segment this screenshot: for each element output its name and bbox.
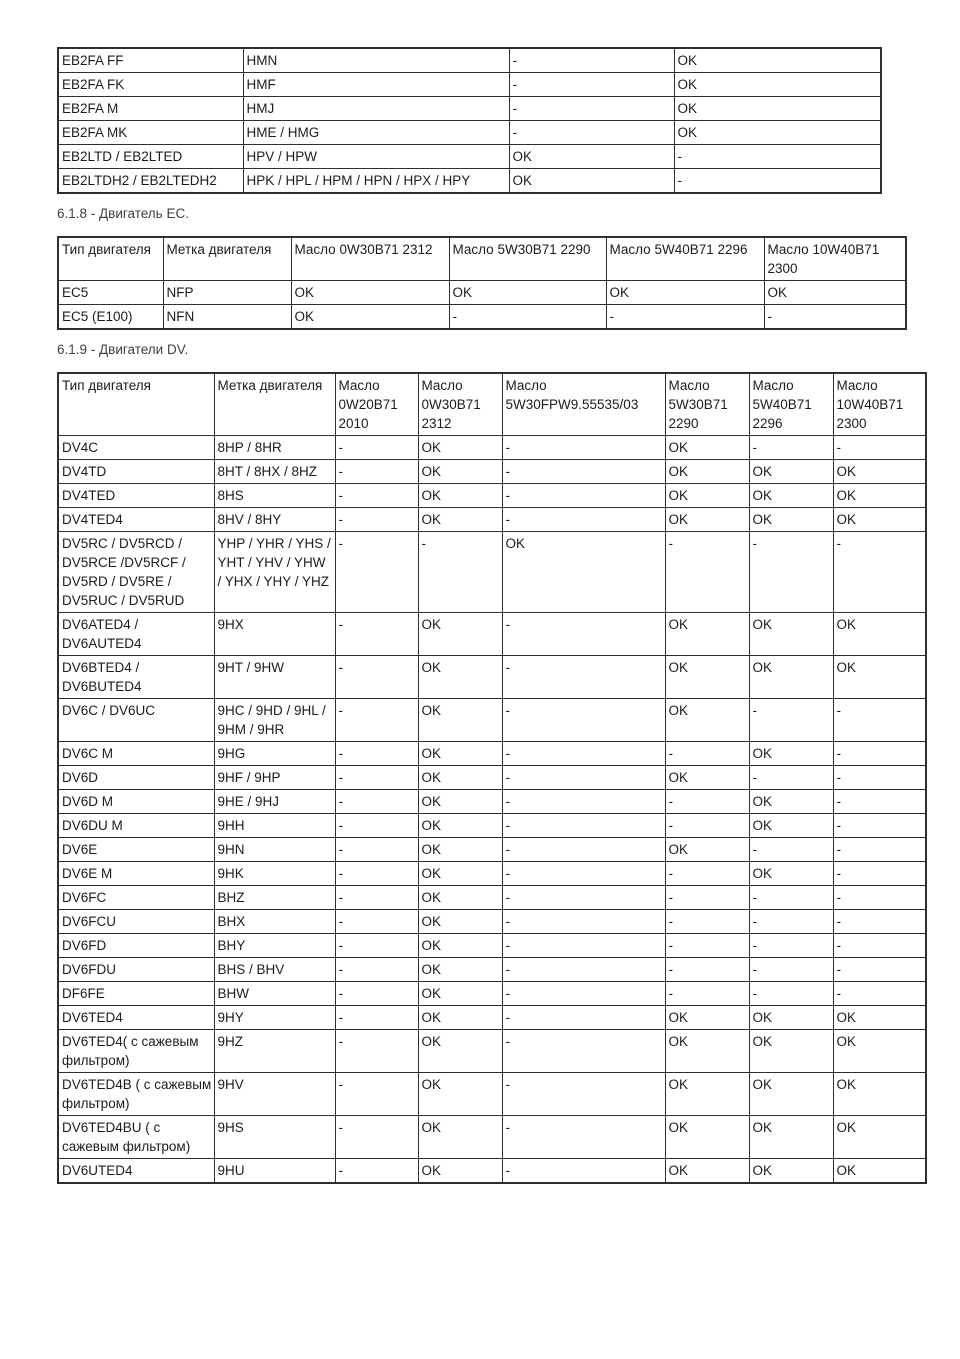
table-cell: OK (749, 508, 833, 532)
table-cell: - (749, 766, 833, 790)
table-cell: DV6C M (58, 742, 214, 766)
table-cell: - (335, 532, 418, 613)
table-row (58, 73, 881, 97)
table-cell: OK (418, 436, 502, 460)
table-cell: OK (418, 886, 502, 910)
table-cell: OK (418, 1159, 502, 1184)
table-cell: OK (509, 145, 674, 169)
table-cell: EB2FA MK (58, 121, 243, 145)
table-cell: - (502, 982, 665, 1006)
table-cell: OK (418, 982, 502, 1006)
table-cell: - (749, 910, 833, 934)
table-cell: - (833, 699, 926, 742)
table-cell: - (502, 1159, 665, 1184)
table-cell: - (665, 886, 749, 910)
table-cell: OK (665, 1116, 749, 1159)
table-cell: OK (418, 1116, 502, 1159)
table-cell: - (502, 838, 665, 862)
table-row (58, 742, 926, 766)
table-row (58, 1006, 926, 1030)
table-cell: HMF (243, 73, 509, 97)
table-cell: 8HT / 8HX / 8HZ (214, 460, 335, 484)
table-cell: - (335, 742, 418, 766)
table-row (58, 656, 926, 699)
table-row (58, 484, 926, 508)
table-cell: OK (418, 699, 502, 742)
table-cell: OK (833, 460, 926, 484)
table-header-row (58, 373, 926, 436)
table-cell: - (335, 766, 418, 790)
table-cell: YHP / YHR / YHS / YHT / YHV / YHW / YHX / YHY / YHZ (214, 532, 335, 613)
table-cell: OK (418, 742, 502, 766)
table-cell: - (833, 814, 926, 838)
table-cell: DV6BTED4 / DV6BUTED4 (58, 656, 214, 699)
table-cell: EC5 (58, 281, 163, 305)
table-cell: - (665, 742, 749, 766)
table-cell: 9HC / 9HD / 9HL / 9HM / 9HR (214, 699, 335, 742)
table-cell: - (502, 934, 665, 958)
table-cell: - (335, 656, 418, 699)
column-header: Масло 5W40B71 2296 (749, 373, 833, 436)
table-cell: OK (665, 766, 749, 790)
table-cell: 8HV / 8HY (214, 508, 335, 532)
table-cell: OK (665, 460, 749, 484)
table-cell: OK (833, 1116, 926, 1159)
table-cell: - (502, 1073, 665, 1116)
table-cell: - (749, 958, 833, 982)
table-row (58, 613, 926, 656)
table-cell: - (335, 838, 418, 862)
table-cell: - (335, 814, 418, 838)
table-cell: - (749, 532, 833, 613)
dv-engines-oil-table (57, 372, 927, 1184)
table-cell: - (833, 532, 926, 613)
table-cell: - (335, 910, 418, 934)
table-cell: - (749, 886, 833, 910)
column-header: Тип двигателя (58, 373, 214, 436)
table-cell: OK (749, 1159, 833, 1184)
table-cell: OK (833, 1006, 926, 1030)
table-row (58, 97, 881, 121)
table-row (58, 1159, 926, 1184)
table-row (58, 982, 926, 1006)
table-cell: - (502, 436, 665, 460)
table-cell: HPV / HPW (243, 145, 509, 169)
table-cell: - (502, 886, 665, 910)
table-row (58, 169, 881, 194)
table-cell: - (449, 305, 606, 330)
table-cell: HMJ (243, 97, 509, 121)
table-cell: EB2LTD / EB2LTED (58, 145, 243, 169)
table-cell: - (833, 790, 926, 814)
table-cell: - (833, 958, 926, 982)
table-row (58, 532, 926, 613)
table-cell: OK (833, 484, 926, 508)
table-cell: OK (749, 790, 833, 814)
table-cell: OK (418, 1073, 502, 1116)
column-header: Масло 5W30B71 2290 (665, 373, 749, 436)
table-cell: DV6C / DV6UC (58, 699, 214, 742)
section-heading-ec: 6.1.8 - Двигатель EC. (57, 206, 189, 221)
table-cell: OK (418, 910, 502, 934)
table-cell: - (665, 814, 749, 838)
table-cell: 9HE / 9HJ (214, 790, 335, 814)
table-cell: 9HZ (214, 1030, 335, 1073)
table-cell: - (833, 982, 926, 1006)
column-header: Масло 5W30B71 2290 (449, 237, 606, 281)
table-cell: DV6FCU (58, 910, 214, 934)
table-cell: - (833, 886, 926, 910)
table-cell: DV6ATED4 / DV6AUTED4 (58, 613, 214, 656)
table-cell: OK (418, 958, 502, 982)
table-cell: OK (418, 934, 502, 958)
table-cell: EB2LTDH2 / EB2LTEDH2 (58, 169, 243, 194)
table-cell: OK (665, 656, 749, 699)
table-cell: 9HT / 9HW (214, 656, 335, 699)
table-cell: DV6DU M (58, 814, 214, 838)
table-cell: - (674, 145, 881, 169)
table-cell: OK (749, 613, 833, 656)
table-cell: - (509, 48, 674, 73)
table-cell: OK (749, 1116, 833, 1159)
table-cell: - (665, 862, 749, 886)
table-cell: HME / HMG (243, 121, 509, 145)
column-header: Метка двигателя (163, 237, 291, 281)
table-cell: DV6FDU (58, 958, 214, 982)
table-cell: 9HS (214, 1116, 335, 1159)
table-cell: DV6TED4B ( с сажевым фильтром) (58, 1073, 214, 1116)
table-cell: OK (674, 73, 881, 97)
column-header: Масло 5W40B71 2296 (606, 237, 764, 281)
table-cell: - (335, 934, 418, 958)
table-cell: - (749, 699, 833, 742)
table-cell: DV6D (58, 766, 214, 790)
table-row (58, 838, 926, 862)
table-row (58, 460, 926, 484)
table-cell: OK (665, 1073, 749, 1116)
table-cell: - (335, 1159, 418, 1184)
table-cell: OK (606, 281, 764, 305)
table-cell: - (509, 73, 674, 97)
table-cell: 9HU (214, 1159, 335, 1184)
table-cell: OK (418, 814, 502, 838)
table-cell: - (749, 436, 833, 460)
column-header: Масло 10W40B71 2300 (833, 373, 926, 436)
table-cell: 8HP / 8HR (214, 436, 335, 460)
table-row (58, 699, 926, 742)
table-cell: - (502, 484, 665, 508)
table-cell: OK (833, 656, 926, 699)
table-cell: - (665, 790, 749, 814)
table-cell: - (833, 838, 926, 862)
table-cell: HMN (243, 48, 509, 73)
table-cell: OK (665, 436, 749, 460)
table-cell: - (335, 1030, 418, 1073)
table-cell: 9HG (214, 742, 335, 766)
table-cell: OK (833, 1030, 926, 1073)
table-cell: - (335, 1073, 418, 1116)
table-cell: 9HF / 9HP (214, 766, 335, 790)
table-row (58, 790, 926, 814)
table-cell: OK (833, 508, 926, 532)
table-cell: DV6TED4BU ( с сажевым фильтром) (58, 1116, 214, 1159)
table-cell: DV5RC / DV5RCD / DV5RCE /DV5RCF / DV5RD / DV5RE / DV5RUC / DV5RUD (58, 532, 214, 613)
table-cell: OK (418, 656, 502, 699)
column-header: Метка двигателя (214, 373, 335, 436)
table-cell: - (833, 742, 926, 766)
table-cell: 9HY (214, 1006, 335, 1030)
table-cell: OK (418, 460, 502, 484)
table-cell: DV6E (58, 838, 214, 862)
table-cell: OK (665, 613, 749, 656)
table-cell: - (335, 958, 418, 982)
table-cell: OK (833, 613, 926, 656)
table-row (58, 1073, 926, 1116)
table-cell: - (502, 1006, 665, 1030)
table-cell: OK (665, 484, 749, 508)
table-row (58, 886, 926, 910)
table-cell: - (502, 910, 665, 934)
table-cell: - (502, 460, 665, 484)
table-cell: - (509, 97, 674, 121)
table-cell: EB2FA FF (58, 48, 243, 73)
column-header: Масло 0W30B71 2312 (291, 237, 449, 281)
table-cell: DV6D M (58, 790, 214, 814)
table-cell: - (418, 532, 502, 613)
table-cell: BHX (214, 910, 335, 934)
table-row (58, 145, 881, 169)
table-cell: - (502, 814, 665, 838)
table-cell: - (335, 484, 418, 508)
table-cell: OK (749, 1030, 833, 1073)
table-cell: OK (749, 814, 833, 838)
table-cell: OK (749, 862, 833, 886)
table-cell: 8HS (214, 484, 335, 508)
table-row (58, 862, 926, 886)
table-cell: - (335, 508, 418, 532)
table-cell: OK (449, 281, 606, 305)
table-cell: - (335, 982, 418, 1006)
table-cell: - (502, 1030, 665, 1073)
table-cell: - (335, 613, 418, 656)
table-row (58, 814, 926, 838)
table-cell: OK (665, 699, 749, 742)
table-row (58, 934, 926, 958)
table-cell: EB2FA FK (58, 73, 243, 97)
table-cell: DV6FC (58, 886, 214, 910)
table-cell: DV6FD (58, 934, 214, 958)
table-cell: OK (418, 1030, 502, 1073)
table-row (58, 1116, 926, 1159)
table-cell: OK (674, 97, 881, 121)
table-cell: - (335, 862, 418, 886)
table-header-row (58, 237, 906, 281)
table-row (58, 766, 926, 790)
table-cell: 9HV (214, 1073, 335, 1116)
table-cell: - (502, 613, 665, 656)
table-cell: DV6E M (58, 862, 214, 886)
table-cell: 9HK (214, 862, 335, 886)
table-cell: - (509, 121, 674, 145)
table-cell: DV4C (58, 436, 214, 460)
table-row (58, 48, 881, 73)
table-cell: OK (418, 790, 502, 814)
table-cell: OK (749, 460, 833, 484)
table-cell: DV4TED (58, 484, 214, 508)
table-cell: - (502, 790, 665, 814)
table-row (58, 121, 881, 145)
table-cell: OK (418, 766, 502, 790)
table-cell: OK (291, 305, 449, 330)
table-cell: DV6UTED4 (58, 1159, 214, 1184)
table-cell: - (764, 305, 906, 330)
table-cell: OK (418, 1006, 502, 1030)
table-cell: EB2FA M (58, 97, 243, 121)
table-cell: - (665, 910, 749, 934)
table-cell: - (502, 958, 665, 982)
table-row (58, 910, 926, 934)
table-cell: - (665, 982, 749, 1006)
table-cell: EC5 (E100) (58, 305, 163, 330)
eb2-engines-oil-table (57, 47, 882, 194)
table-cell: OK (764, 281, 906, 305)
table-cell: BHY (214, 934, 335, 958)
table-cell: - (749, 982, 833, 1006)
table-cell: NFN (163, 305, 291, 330)
table-cell: - (606, 305, 764, 330)
table-cell: DV6TED4( с сажевым фильтром) (58, 1030, 214, 1073)
table-cell: OK (749, 1073, 833, 1116)
table-cell: - (335, 886, 418, 910)
table-cell: OK (665, 838, 749, 862)
column-header: Масло 0W30B71 2312 (418, 373, 502, 436)
column-header: Масло 0W20B71 2010 (335, 373, 418, 436)
section-heading-dv: 6.1.9 - Двигатели DV. (57, 342, 189, 357)
table-cell: BHS / BHV (214, 958, 335, 982)
table-cell: DV4TED4 (58, 508, 214, 532)
table-cell: - (502, 508, 665, 532)
column-header: Масло 10W40B71 2300 (764, 237, 906, 281)
table-cell: - (833, 934, 926, 958)
table-cell: - (749, 934, 833, 958)
table-cell: - (833, 910, 926, 934)
table-cell: DV4TD (58, 460, 214, 484)
table-row (58, 305, 906, 330)
table-cell: - (833, 766, 926, 790)
table-cell: OK (749, 1006, 833, 1030)
table-cell: - (335, 790, 418, 814)
table-cell: - (749, 838, 833, 862)
table-row (58, 508, 926, 532)
table-cell: OK (749, 742, 833, 766)
table-cell: OK (418, 862, 502, 886)
table-cell: - (833, 862, 926, 886)
table-cell: 9HH (214, 814, 335, 838)
table-cell: OK (418, 613, 502, 656)
table-cell: OK (749, 484, 833, 508)
table-cell: - (335, 436, 418, 460)
table-cell: OK (509, 169, 674, 194)
table-cell: - (335, 460, 418, 484)
table-cell: - (335, 1116, 418, 1159)
table-cell: OK (502, 532, 665, 613)
table-cell: 9HN (214, 838, 335, 862)
table-cell: - (502, 862, 665, 886)
table-row (58, 1030, 926, 1073)
table-cell: - (502, 699, 665, 742)
table-cell: BHW (214, 982, 335, 1006)
table-cell: 9HX (214, 613, 335, 656)
table-cell: DF6FE (58, 982, 214, 1006)
table-row (58, 958, 926, 982)
table-cell: - (502, 1116, 665, 1159)
table-cell: OK (674, 48, 881, 73)
table-cell: - (502, 742, 665, 766)
table-cell: - (665, 532, 749, 613)
column-header: Масло 5W30FPW9.55535/03 (502, 373, 665, 436)
table-cell: HPK / HPL / HPM / HPN / HPX / HPY (243, 169, 509, 194)
table-cell: - (335, 1006, 418, 1030)
table-cell: - (502, 656, 665, 699)
table-row (58, 436, 926, 460)
ec-engines-oil-table (57, 236, 907, 330)
table-cell: - (665, 958, 749, 982)
table-cell: OK (665, 1159, 749, 1184)
table-cell: - (335, 699, 418, 742)
table-row (58, 281, 906, 305)
table-cell: OK (674, 121, 881, 145)
table-cell: - (502, 766, 665, 790)
table-cell: OK (665, 1030, 749, 1073)
table-cell: - (665, 934, 749, 958)
table-cell: OK (833, 1159, 926, 1184)
table-cell: OK (749, 656, 833, 699)
table-cell: - (674, 169, 881, 194)
column-header: Тип двигателя (58, 237, 163, 281)
table-cell: OK (418, 838, 502, 862)
table-cell: OK (418, 508, 502, 532)
table-cell: OK (291, 281, 449, 305)
table-cell: OK (833, 1073, 926, 1116)
table-cell: OK (665, 508, 749, 532)
table-cell: OK (418, 484, 502, 508)
table-cell: NFP (163, 281, 291, 305)
table-cell: OK (665, 1006, 749, 1030)
table-cell: - (833, 436, 926, 460)
table-cell: BHZ (214, 886, 335, 910)
table-cell: DV6TED4 (58, 1006, 214, 1030)
